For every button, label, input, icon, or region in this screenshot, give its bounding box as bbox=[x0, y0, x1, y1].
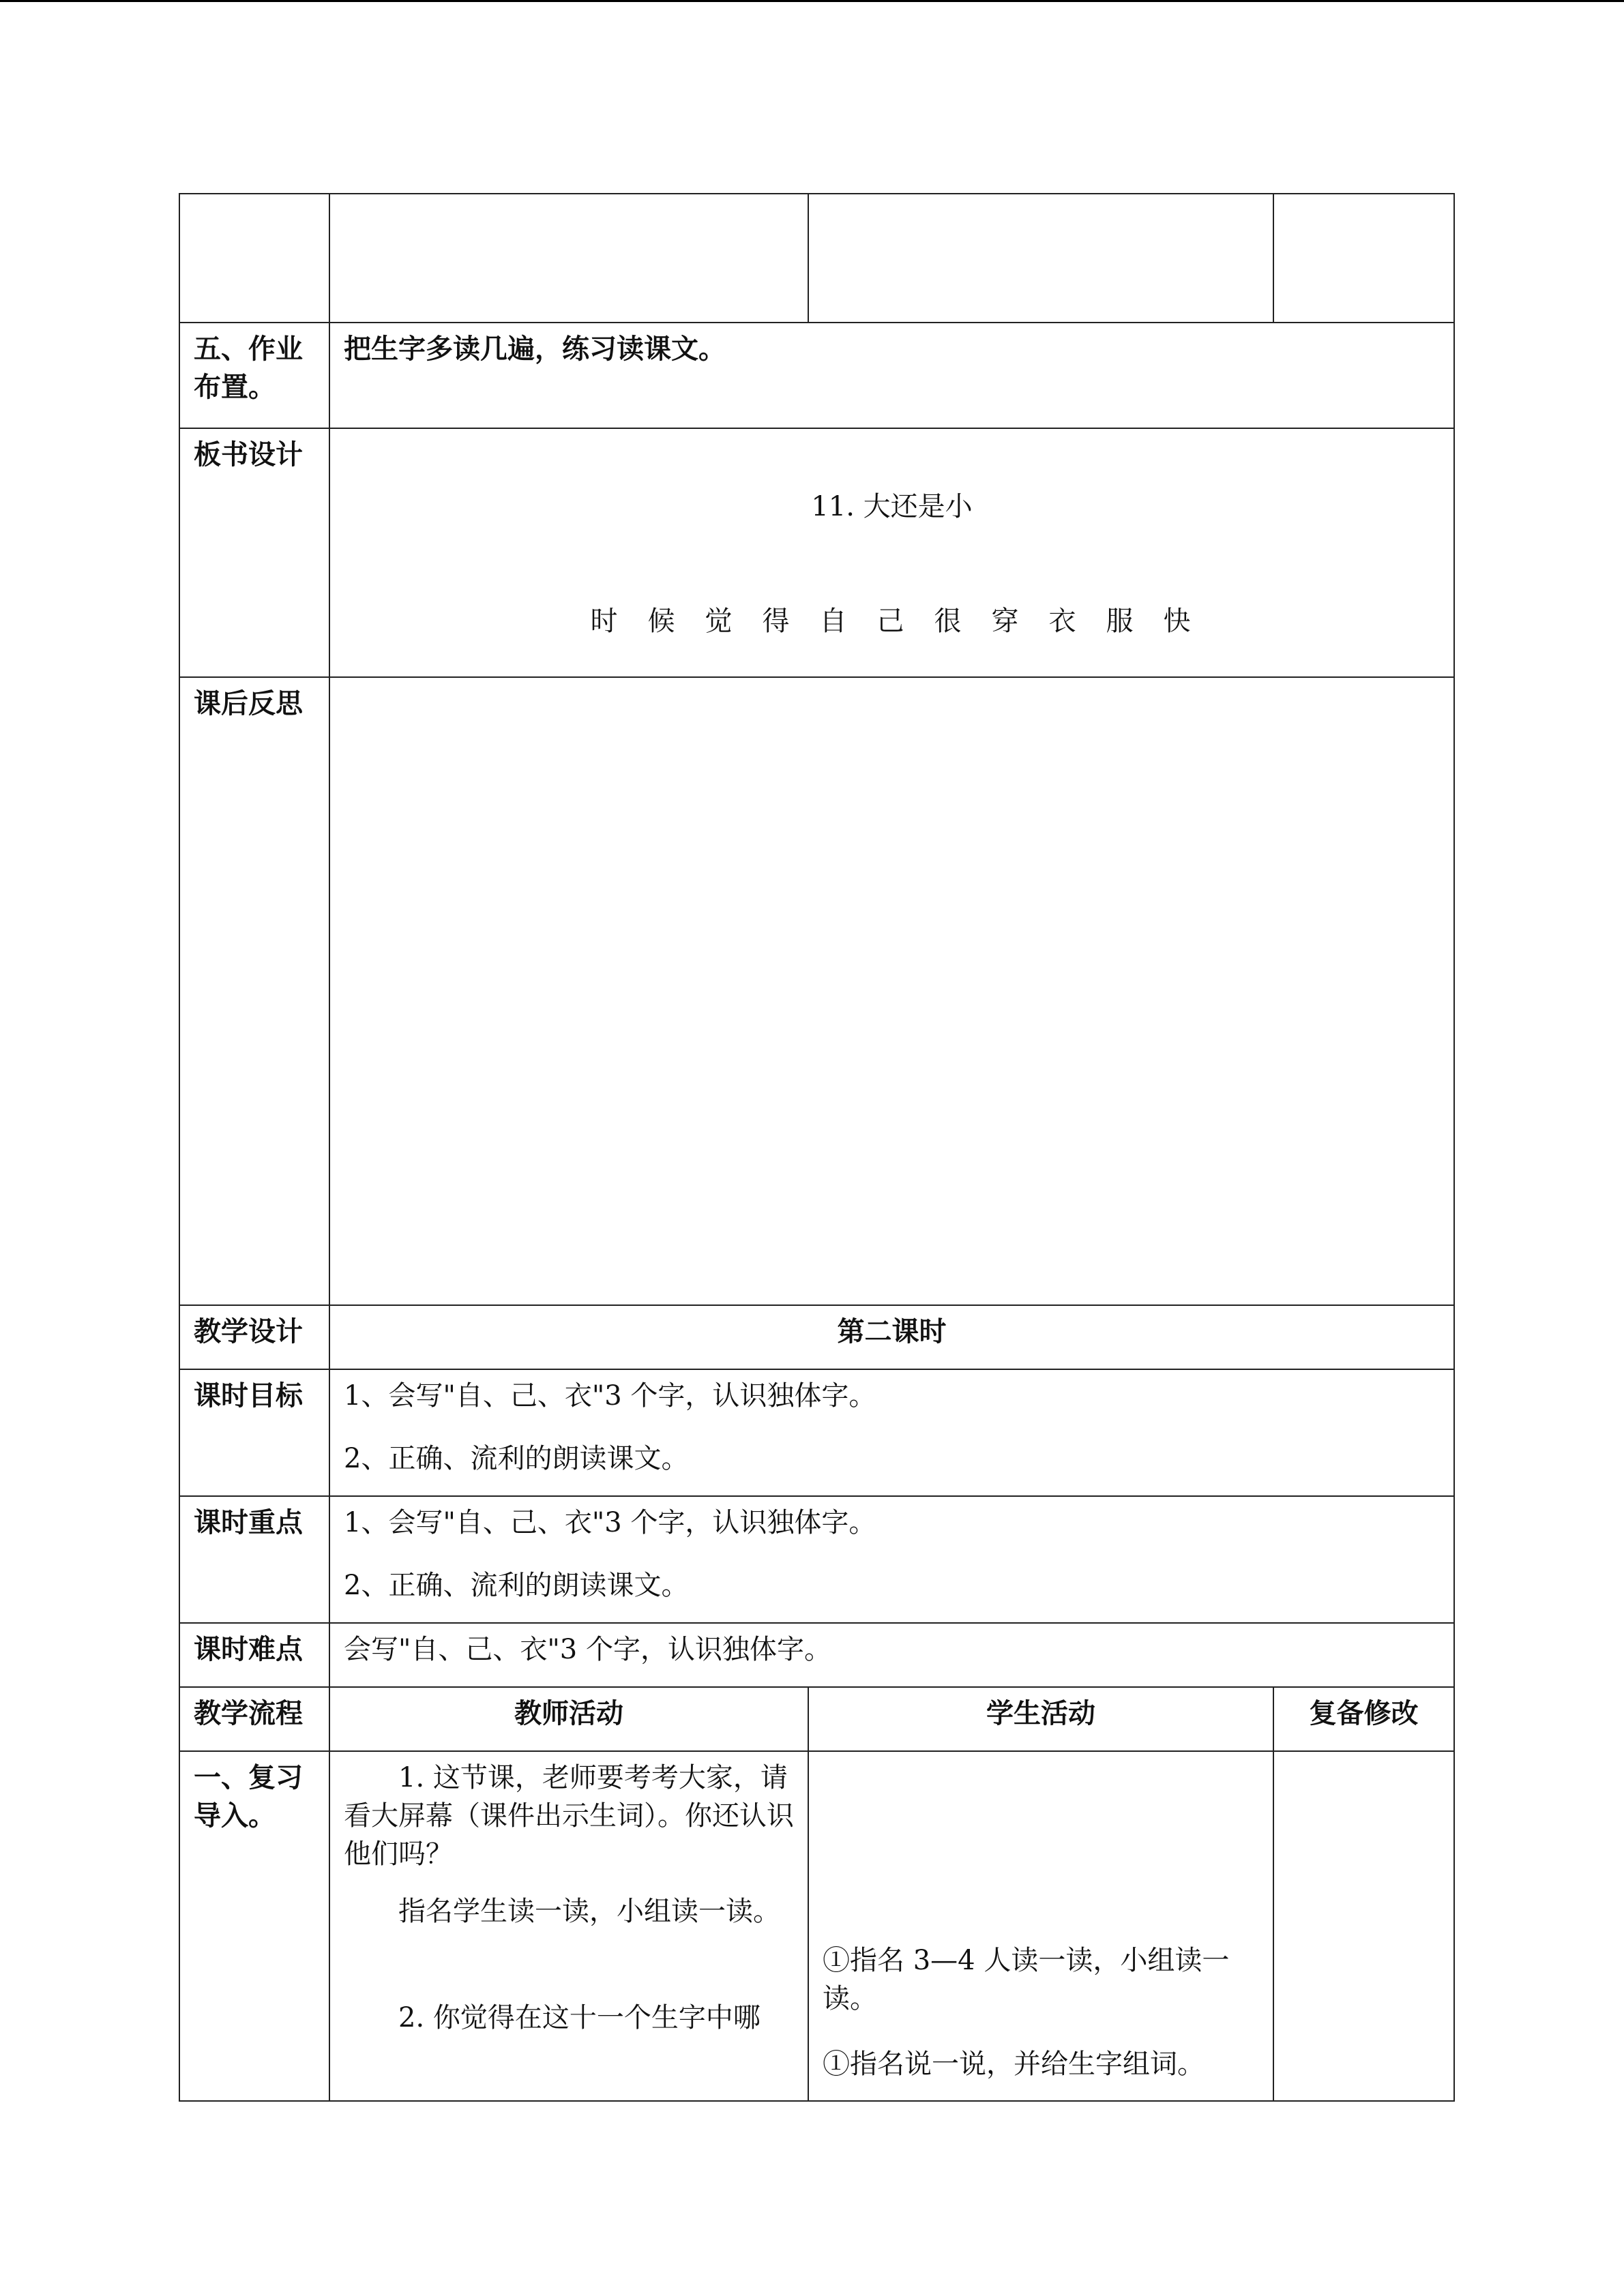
homework-text: 把生字多读几遍，练习读课文。 bbox=[329, 323, 1454, 428]
difficulty-text: 会写"自、己、衣"3 个字，认识独体字。 bbox=[329, 1623, 1454, 1687]
goals-row bbox=[179, 1369, 1454, 1496]
cell-empty-2 bbox=[329, 194, 808, 323]
board-content bbox=[329, 428, 1454, 677]
teacher-activity: 指名学生读一读，小组读一读。 bbox=[398, 1896, 780, 1927]
board-label: 板书设计 bbox=[179, 428, 329, 677]
goal-item: 2、正确、流利的朗读课文。 bbox=[344, 1443, 689, 1474]
keypoint-item: 1、会写"自、己、衣"3 个字，认识独体字。 bbox=[344, 1507, 876, 1538]
student-activity: ①指名 3—4 人读一读，小组读一读。 bbox=[823, 1945, 1230, 2014]
homework-row bbox=[179, 323, 1454, 428]
teacher-activity: 2. 你觉得在这十一个生字中哪 bbox=[398, 2002, 761, 2033]
flow-header-process: 教学流程 bbox=[179, 1687, 329, 1751]
goals-content bbox=[329, 1369, 1454, 1496]
difficulty-row bbox=[179, 1623, 1454, 1687]
reflection-row bbox=[179, 677, 1454, 1305]
flow-header-row bbox=[179, 1687, 1454, 1751]
board-char: 快 bbox=[1163, 606, 1194, 637]
step1-label: 一、复习导入。 bbox=[179, 1751, 329, 2101]
board-char: 服 bbox=[1106, 606, 1136, 637]
board-row bbox=[179, 428, 1454, 677]
board-char: 时 bbox=[590, 606, 621, 637]
goal-item: 1、会写"自、己、衣"3 个字，认识独体字。 bbox=[344, 1380, 876, 1412]
design-label: 教学设计 bbox=[179, 1305, 329, 1369]
keypoints-label: 课时重点 bbox=[179, 1496, 329, 1623]
step1-revision bbox=[1273, 1751, 1454, 2101]
page-top-border bbox=[0, 0, 1624, 2]
goals-label: 课时目标 bbox=[179, 1369, 329, 1496]
step1-student bbox=[808, 1751, 1273, 2101]
step1-teacher bbox=[329, 1751, 808, 2101]
flow-header-revision: 复备修改 bbox=[1273, 1687, 1454, 1751]
difficulty-label: 课时难点 bbox=[179, 1623, 329, 1687]
homework-label: 五、作业布置。 bbox=[179, 323, 329, 428]
keypoints-content bbox=[329, 1496, 1454, 1623]
cell-empty-3 bbox=[808, 194, 1273, 323]
flow-step1-row bbox=[179, 1751, 1454, 2101]
lesson-number: 第二课时 bbox=[329, 1305, 1454, 1369]
student-activity: ①指名说一说，并给生字组词。 bbox=[823, 2048, 1205, 2080]
reflection-label: 课后反思 bbox=[179, 677, 329, 1305]
board-chars bbox=[344, 602, 1440, 640]
flow-header-teacher: 教师活动 bbox=[329, 1687, 808, 1751]
board-char: 候 bbox=[647, 606, 678, 637]
design-row bbox=[179, 1305, 1454, 1369]
board-title: 11. 大还是小 bbox=[811, 491, 973, 522]
cell-empty-4 bbox=[1273, 194, 1454, 323]
keypoint-item: 2、正确、流利的朗读课文。 bbox=[344, 1570, 689, 1601]
lesson-plan-table bbox=[179, 193, 1455, 2102]
board-char: 衣 bbox=[1048, 606, 1079, 637]
continuation-row bbox=[179, 194, 1454, 323]
flow-header-student: 学生活动 bbox=[808, 1687, 1273, 1751]
reflection-content bbox=[329, 677, 1454, 1305]
board-char: 己 bbox=[876, 606, 907, 637]
board-char: 得 bbox=[762, 606, 793, 637]
cell-empty-1 bbox=[179, 194, 329, 323]
board-char: 很 bbox=[934, 606, 964, 637]
keypoints-row bbox=[179, 1496, 1454, 1623]
board-char: 自 bbox=[819, 606, 850, 637]
board-char: 穿 bbox=[991, 606, 1022, 637]
teacher-activity: 1. 这节课，老师要考考大家，请看大屏幕（课件出示生词）。你还认识他们吗？ bbox=[344, 1762, 794, 1870]
board-char: 觉 bbox=[705, 606, 735, 637]
